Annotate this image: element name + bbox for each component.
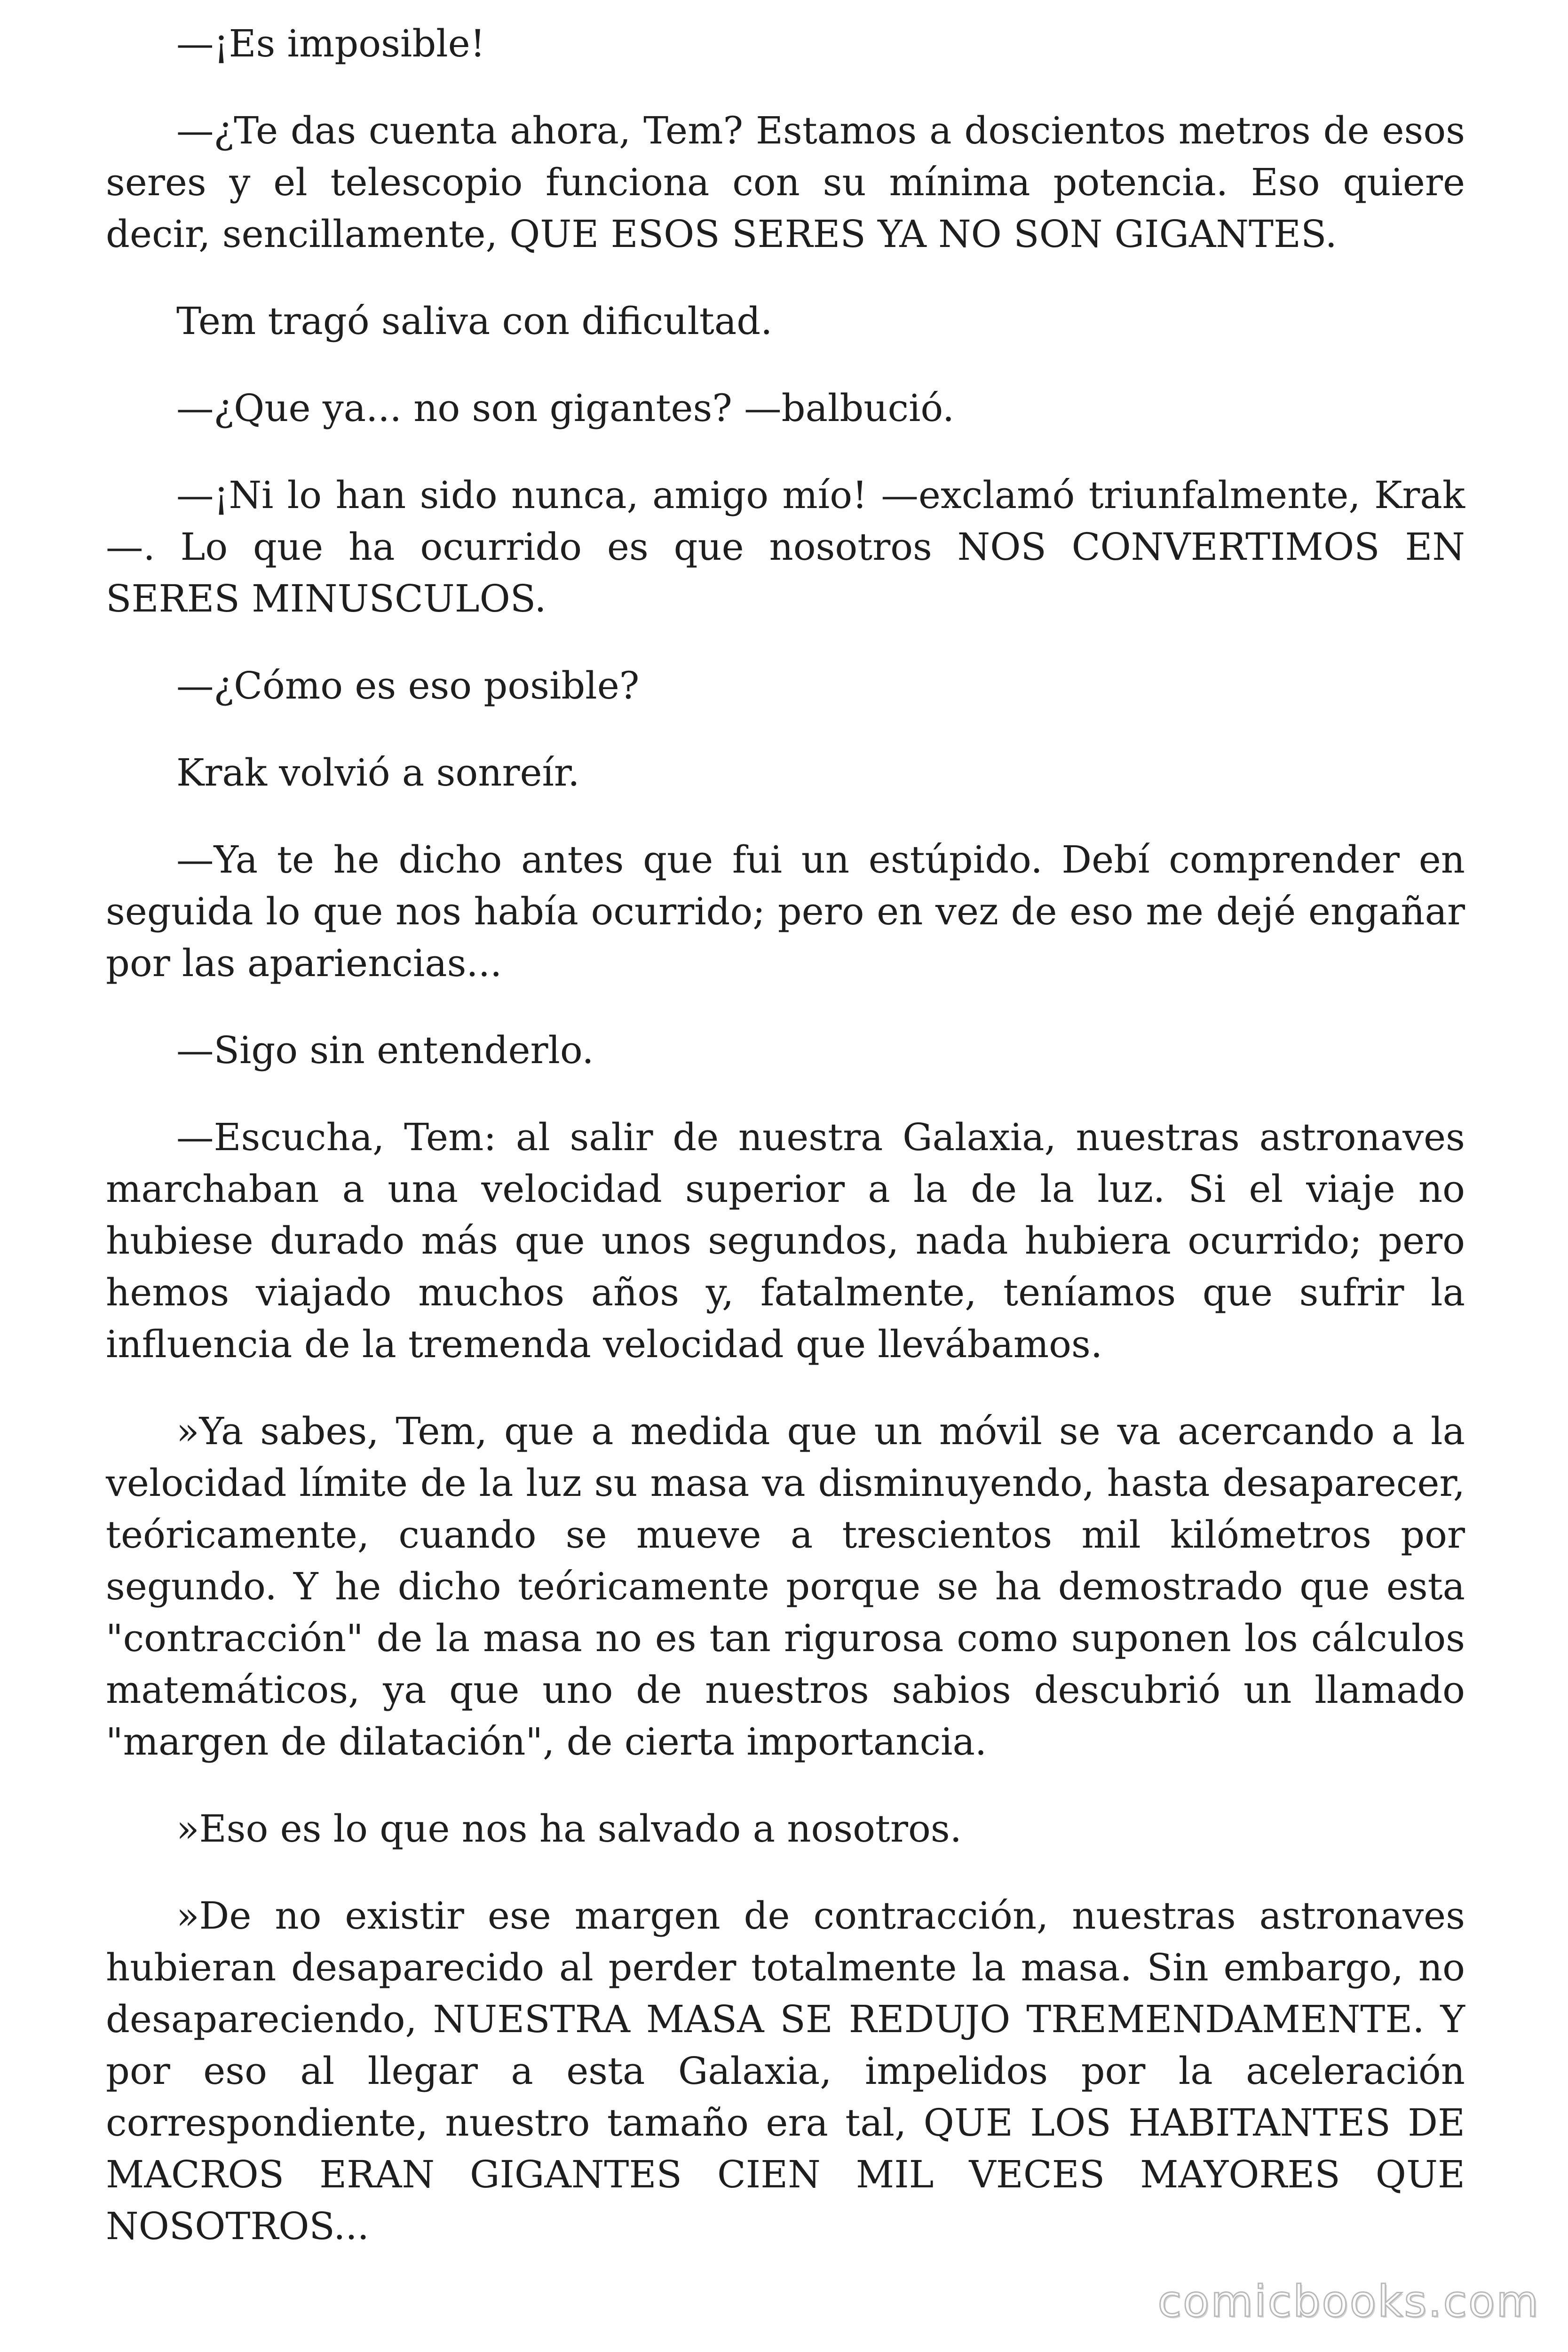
- paragraph-12: »Eso es lo que nos ha salvado a nosotros.: [176, 1807, 962, 1851]
- paragraph-7: Krak volvió a sonreír.: [176, 751, 580, 795]
- paragraph-1: —¡Es imposible!: [176, 22, 485, 65]
- paragraph-8: —Ya te he dicho antes que fui un estúpido. Debí comprender en seguida lo que nos había ocurrido; pero en vez de eso me dejé engañar por las apariencias...: [106, 838, 1465, 985]
- paragraph-10: —Escucha, Tem: al salir de nuestra Galaxia, nuestras astronaves marchaban a una velocidad superior a la de la luz. Si el viaje no hubiese durado más que unos segundos, nada hubiera ocurrido; pero hemos viajado muchos años y, fatalmente, teníamos que sufrir la influencia de la tremenda velocidad que llevábamos.: [106, 1115, 1465, 1366]
- watermark: comicbooks.com: [1157, 2276, 1540, 2327]
- paragraph-2: —¿Te das cuenta ahora, Tem? Estamos a doscientos metros de esos seres y el telescopio funciona con su mínima potencia. Eso quiere decir, sencillamente, QUE ESOS SERES YA NO SON GIGANTES.: [106, 109, 1465, 256]
- paragraph-9: —Sigo sin entenderlo.: [176, 1028, 594, 1072]
- paragraph-3: Tem tragó saliva con dificultad.: [176, 299, 773, 343]
- paragraph-5: —¡Ni lo han sido nunca, amigo mío! —exclamó triunfalmente, Krak—. Lo que ha ocurrido es que nosotros NOS CONVERTIMOS EN SERES MINUSCULOS.: [106, 473, 1465, 620]
- book-page: [106, 18, 1465, 2288]
- paragraph-13: »De no existir ese margen de contracción, nuestras astronaves hubieran desaparecido al perder totalmente la masa. Sin embargo, no desapareciendo, NUESTRA MASA SE REDUJO TREMENDAMENTE. Y por eso al llegar a esta Galaxia, impelidos por la aceleración correspondiente, nuestro tamaño era tal, QUE LOS HABITANTES DE MACROS ERAN GIGANTES CIEN MIL VECES MAYORES QUE NOSOTROS...: [106, 1894, 1465, 2248]
- paragraph-4: —¿Que ya... no son gigantes? —balbució.: [176, 386, 955, 430]
- paragraph-6: —¿Cómo es eso posible?: [176, 664, 640, 707]
- paragraph-11: »Ya sabes, Tem, que a medida que un móvil se va acercando a la velocidad límite de la luz su masa va disminuyendo, hasta desaparecer, teóricamente, cuando se mueve a trescientos mil kilómetros por segundo. Y he dicho teóricamente porque se ha demostrado que esta "contracción" de la masa no es tan rigurosa como suponen los cálculos matemáticos, ya que uno de nuestros sabios descubrió un llamado "margen de dilatación", de cierta importancia.: [106, 1409, 1465, 1764]
